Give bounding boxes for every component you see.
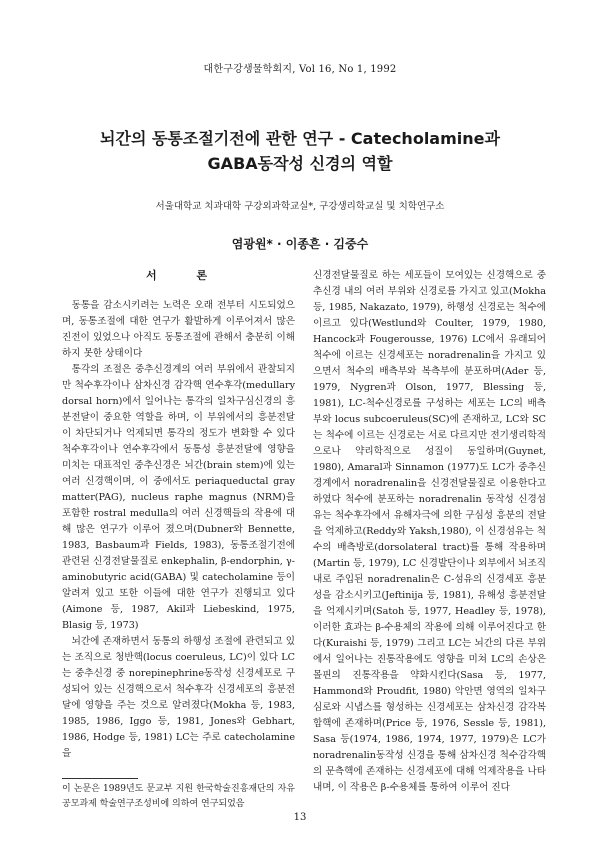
paragraph: 통각의 조절은 중추신경계의 여러 부위에서 관찰되지만 척수후각이나 삼차신경 감각핵 연수후각(medullary dorsal horn)에서 일어나는 통각의 일차구심신경의 흥분전달이 중요한 역할을 하며, 이 부위에서의 흥분전달이 차단되거나 억제되면 통각의 정도가 변화할 수 있다 척수후각이나 연수후각에서 동통성 흥분전달에 영향을 미치는 대표적인 중추신경은 뇌간(brain stem)에 있는 여러 신경핵이며, 이 중에서도 periaqueductal gray matter(PAG), nucleus raphe magnus (NRM)을 포함한 rostral medulla의 여러 신경핵들의 작용에 대해 많은 연구가 이루어 졌으며(Dubner와 Bennette, 1983, Basbaum과 Fields, 1983), 동통조절기전에 관련된 신경전달물질로 enkephalin, β-endorphin, γ-aminobutyric acid(GABA) 및 catecholamine 등이 알려져 있고 또한 이들에 대한 연구가 진행되고 있다(Aimone 등, 1987, Akil과 Liebeskind, 1975, Blasig 등, 1973): [62, 364, 295, 631]
journal-header: 대한구강생물학회지, Vol 16, No 1, 1992: [203, 64, 397, 75]
page-number: 13: [293, 812, 307, 823]
paper-title: [0, 126, 600, 176]
footnote: 이 논문은 1989년도 문교부 지원 한국학술진흥재단의 자유공모과제 학술연구조성비에 의하여 연구되었음: [62, 784, 295, 809]
paragraph: 신경전달물질로 하는 세포들이 모여있는 신경핵으로 중추신경 내의 여러 부위와 신경로를 가지고 있고(Mokha 등, 1985, Nakazato, 1979), 하행성 신경로는 척수에 이르고 있다(Westlund와 Coulter, 1979, 1980, Hancock과 Fougerousse, 1976) LC에서 유래되어 척수에 이르는 신경세포는 noradrenalin을 가지고 있으면서 척수의 배측부와 복측부에 분포하며(Ader 등, 1979, Nygren과 Olson, 1977, Blessing 등, 1981), LC-척수신경로를 구성하는 세포는 LC의 배측부와 locus subcoeruleus(SC)에 존재하고, LC와 SC는 척수에 이르는 신경로는 서로 다르지만 전기생리학적으로나 약리학적으로 성질이 동일하며(Guynet, 1980), Amaral과 Sinnamon (1977)도 LC가 중추신경계에서 noradrenalin을 신경전달물질로 이용한다고 하였다 척수에 분포하는 noradrenalin 동작성 신경섬유는 척수후각에서 유해자극에 의한 구심성 흥분의 전달을 억제하고(Reddy와 Yaksh,1980), 이 신경섬유는 척수의 배측방로(dorsolateral tract)를 통해 작용하며(Martin 등, 1979), LC 신경발단이나 외부에서 뇌조직 내로 주입된 noradrenalin은 C-섬유의 신경세포 흥분성을 감소시키고(Jeftinija 등, 1981), 유해성 흥분전달을 억제시키며(Satoh 등, 1977, Headley 등, 1978), 이러한 효과는 β-수용체의 작용에 의해 이루어진다고 한다(Kuraishi 등, 1979) 그리고 LC는 뇌간의 다른 부위에서 일어나는 진통작용에도 영향을 미쳐 LC의 손상은 몰핀의 진통작용을 약화시킨다(Sasa 등, 1977, Hammond와 Proudfit, 1980) 악안면 영역의 일차구심로와 시냅스를 형성하는 신경세포는 삼차신경 감각복합핵에 존재하며(Price 등, 1976, Sessle 등, 1981), Sasa 등(1974, 1986, 1974, 1977, 1979)은 LC가 noradrenalin동작성 신경을 통해 삼차신경 척수감각핵의 문측핵에 존재하는 신경세포에 대해 억제작용을 나타내며, 이 작용은 β-수용체를 통하여 이루어 진다: [313, 270, 546, 793]
left-column: [62, 268, 295, 762]
affiliation: 서울대학교 치과대학 구강외과학교실*, 구강생리학교실 및 치학연구소: [155, 201, 445, 212]
right-column: [313, 268, 546, 796]
section-heading: 서 론: [145, 269, 226, 282]
paragraph: 뇌간에 존재하면서 동통의 하행성 조절에 관련되고 있는 조직으로 청반핵(locus coeruleus, LC)이 있다 LC는 중추신경 중 norepinephrine동작성 신경세포로 구성되어 있는 신경핵으로서 척수후각 신경세포의 흥분전달에 영향을 주는 것으로 알려졌다(Mokha 등, 1983, 1985, 1986, Iggo 등, 1981, Jones와 Gebhart, 1986, Hodge 등, 1981) LC는 주로 catecholamine을: [62, 636, 295, 759]
authors: 염광원* · 이종흔 · 김중수: [231, 237, 369, 251]
paragraph: 동통을 감소시키려는 노력은 오래 전부터 시도되었으며, 동통조절에 대한 연구가 활발하게 이루어져서 많은 진전이 있었으나 아직도 동통조절에 관해서 충분히 이해하지 못한 상태이다: [62, 300, 295, 359]
left-paragraphs: [62, 298, 295, 762]
title-line-1: 뇌간의 동통조절기전에 관한 연구 - Catecholamine과: [100, 129, 500, 148]
footnote-divider: [62, 778, 138, 779]
title-line-2: GABA동작성 신경의 역할: [207, 154, 393, 173]
